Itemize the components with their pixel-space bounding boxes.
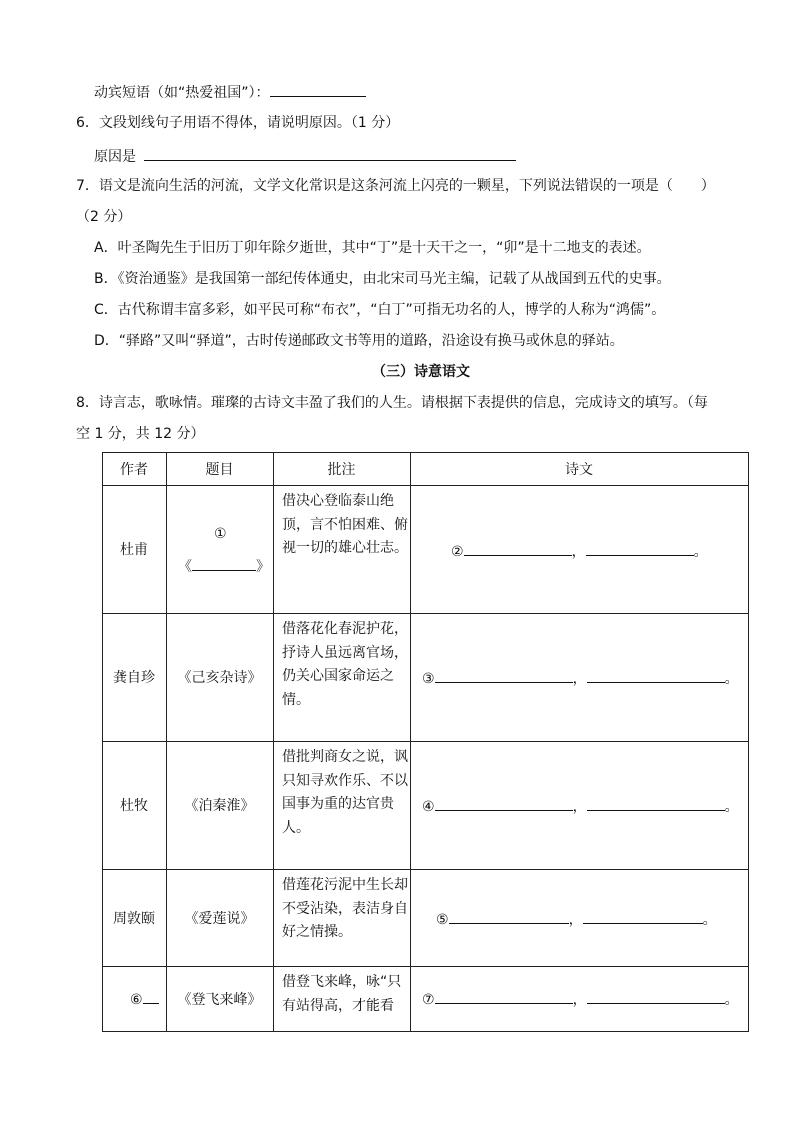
q7-option-c[interactable]: C．古代称谓丰富多彩，如平民可称“布衣”，“白丁”可指无功名的人，博学的人称为“鸿儒”。 (94, 302, 666, 318)
row4-author: 周敦颐 (113, 910, 155, 927)
row5-author-blank[interactable] (143, 989, 159, 1004)
row4-note: 借莲花污泥中生长却不受沾染，表洁身自好之情操。 (282, 877, 408, 940)
header-note: 批注 (327, 461, 356, 478)
row3-title: 《泊秦淮》 (184, 798, 255, 814)
q6-answer-label: 原因是 (94, 149, 136, 165)
phrase-line (94, 82, 366, 102)
row5-author-input[interactable]: ⑥ (130, 989, 159, 1009)
question-7-line2: （2 分） (76, 209, 132, 225)
row5-verse-blank2[interactable] (587, 989, 725, 1004)
row5-verse-blank1[interactable] (435, 989, 573, 1004)
row2-verse-blank1[interactable] (435, 668, 573, 683)
phrase-label: 动宾短语（如“热爱祖国”）： (94, 85, 270, 101)
q7-option-d[interactable]: D．“驿路”又叫“驿道”，古时传递邮政文书等用的道路，沿途设有换马或休息的驿站。 (94, 333, 624, 349)
row3-verse-blank2[interactable] (587, 796, 725, 811)
row4-verse-blank1[interactable] (449, 909, 569, 924)
question-8-line2: 空 1 分，共 12 分） (76, 426, 205, 442)
row2-note: 借落花化春泥护花，抒诗人虽远离官场，仍关心国家命运之情。 (282, 621, 408, 708)
row1-note: 借决心登临泰山绝顶，言不怕困难、俯视一切的雄心壮志。 (282, 493, 408, 556)
row2-verse-blank2[interactable] (587, 668, 725, 683)
q6-answer-blank[interactable] (144, 146, 516, 161)
poetry-table (102, 452, 749, 1032)
row4-verse[interactable]: ⑤ ， 。 (436, 909, 717, 929)
row1-verse-blank2[interactable] (586, 541, 694, 556)
row4-title: 《爱莲说》 (184, 910, 255, 927)
row1-title-blank[interactable] (192, 556, 256, 571)
row5-note: 借登飞来峰，咏“只有站得高，才能看 (282, 974, 402, 1014)
q7-option-b[interactable]: B．《资治通鉴》是我国第一部纪传体通史，由北宋司马光主编，记载了从战国到五代的史事。 (94, 271, 671, 287)
row1-title-input[interactable]: 《 》 (178, 556, 270, 576)
row4-verse-blank2[interactable] (583, 909, 703, 924)
q7-option-a[interactable]: A．叶圣陶先生于旧历丁卯年除夕逝世，其中“丁”是十天干之一，“卯”是十二地支的表述。 (94, 240, 651, 256)
row2-verse[interactable]: ③ ， 。 (422, 668, 739, 688)
header-verse: 诗文 (565, 461, 593, 478)
row3-note: 借批判商女之说，讽只知寻欢作乐、不以国事为重的达官贵人。 (282, 749, 408, 836)
q6-answer-line (94, 146, 516, 166)
row2-author: 龚自珍 (113, 670, 155, 686)
row3-verse[interactable]: ④ ， 。 (422, 796, 739, 816)
row5-verse[interactable]: ⑦ ， 。 (422, 989, 739, 1009)
phrase-answer-blank[interactable] (270, 82, 366, 97)
row2-title: 《己亥杂诗》 (177, 670, 262, 686)
question-6: 6．文段划线句子用语不得体，请说明原因。（1 分） (76, 115, 400, 131)
header-title: 题目 (205, 461, 234, 478)
row3-author: 杜牧 (120, 798, 148, 814)
section-title: （三）诗意语文 (372, 364, 470, 380)
row1-author: 杜甫 (120, 542, 148, 558)
row1-verse-blank1[interactable] (464, 541, 572, 556)
row5-title: 《登飞来峰》 (177, 991, 262, 1008)
row1-verse[interactable]: ② ， 。 (451, 541, 708, 561)
question-8-line1: 8．诗言志，歌咏情。璀璨的古诗文丰盈了我们的人生。请根据下表提供的信息，完成诗文的填写。（每 (76, 395, 708, 411)
header-author: 作者 (120, 461, 148, 478)
row3-verse-blank1[interactable] (435, 796, 573, 811)
row1-title-num: ① (214, 526, 227, 542)
question-7-line1: 7．语文是流向生活的河流，文学文化常识是这条河流上闪亮的一颗星，下列说法错误的一项是（ ） (76, 178, 715, 194)
